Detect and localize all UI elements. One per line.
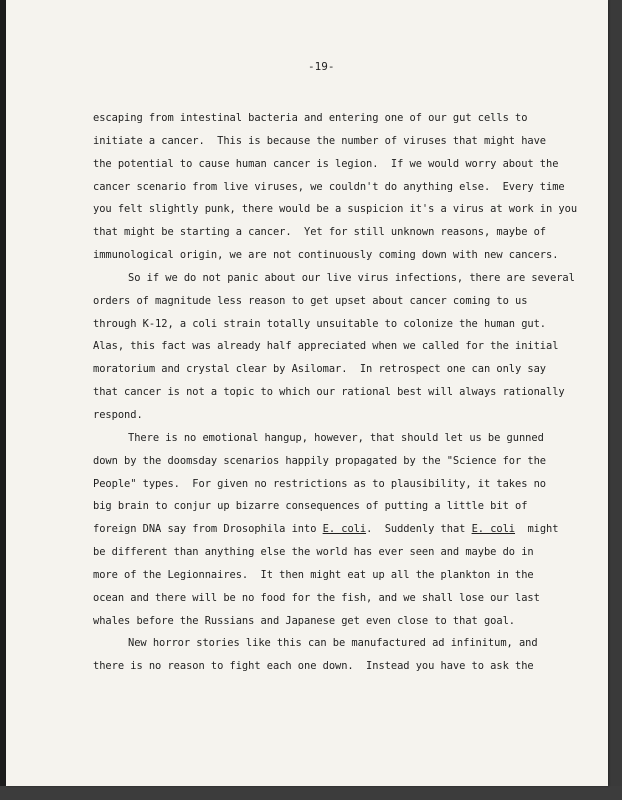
text-line: immunological origin, we are not continuously coming down with new cancers. bbox=[93, 249, 559, 262]
document-page bbox=[6, 0, 608, 786]
text-line: be different than anything else the world has ever seen and maybe do in bbox=[93, 546, 534, 559]
scan-border-bottom bbox=[0, 786, 622, 800]
text-line: that cancer is not a topic to which our rational best will always rationally bbox=[93, 386, 565, 399]
text-line: big brain to conjur up bizarre consequences of putting a little bit of bbox=[93, 500, 528, 513]
text-run: foreign DNA say from Drosophila into bbox=[93, 523, 323, 536]
scan-border-right bbox=[608, 0, 622, 800]
text-line: there is no reason to fight each one down. Instead you have to ask the bbox=[93, 660, 534, 673]
text-line-indented: There is no emotional hangup, however, that should let us be gunned bbox=[128, 431, 544, 444]
text-line: whales before the Russians and Japanese get even close to that goal. bbox=[93, 614, 515, 627]
text-line: initiate a cancer. This is because the number of viruses that might have bbox=[93, 134, 547, 147]
text-line-indented: New horror stories like this can be manufactured ad infinitum, and bbox=[128, 637, 538, 650]
text-line: orders of magnitude less reason to get upset about cancer coming to us bbox=[93, 294, 528, 307]
body-text bbox=[93, 107, 578, 678]
text-line: through K-12, a coli strain totally unsuitable to colonize the human gut. bbox=[93, 317, 547, 330]
text-line: that might be starting a cancer. Yet for still unknown reasons, maybe of bbox=[93, 226, 547, 239]
page-number: -19- bbox=[308, 60, 335, 73]
underlined-species-name: E. coli bbox=[322, 523, 367, 536]
text-line-with-underline bbox=[93, 518, 559, 541]
text-line: ocean and there will be no food for the fish, and we shall lose our last bbox=[93, 591, 540, 604]
text-line: moratorium and crystal clear by Asilomar. In retrospect one can only say bbox=[93, 363, 547, 376]
text-line: Alas, this fact was already half appreciated when we called for the initial bbox=[93, 340, 559, 353]
text-line: you felt slightly punk, there would be a suspicion it's a virus at work in you bbox=[93, 203, 578, 216]
text-line: escaping from intestinal bacteria and entering one of our gut cells to bbox=[93, 112, 528, 124]
text-line: more of the Legionnaires. It then might eat up all the plankton in the bbox=[93, 568, 534, 581]
text-line-indented: So if we do not panic about our live virus infections, there are several bbox=[128, 271, 575, 284]
text-line: the potential to cause human cancer is legion. If we would worry about the bbox=[93, 157, 559, 170]
text-run: . Suddenly that bbox=[366, 523, 472, 536]
text-line: People" types. For given no restrictions as to plausibility, it takes no bbox=[93, 477, 547, 490]
underlined-species-name: E. coli bbox=[471, 523, 516, 536]
text-line: cancer scenario from live viruses, we couldn't do anything else. Every time bbox=[93, 180, 565, 193]
text-run: might bbox=[515, 523, 559, 536]
text-line: down by the doomsday scenarios happily propagated by the "Science for the bbox=[93, 454, 547, 467]
text-line: respond. bbox=[93, 408, 143, 421]
